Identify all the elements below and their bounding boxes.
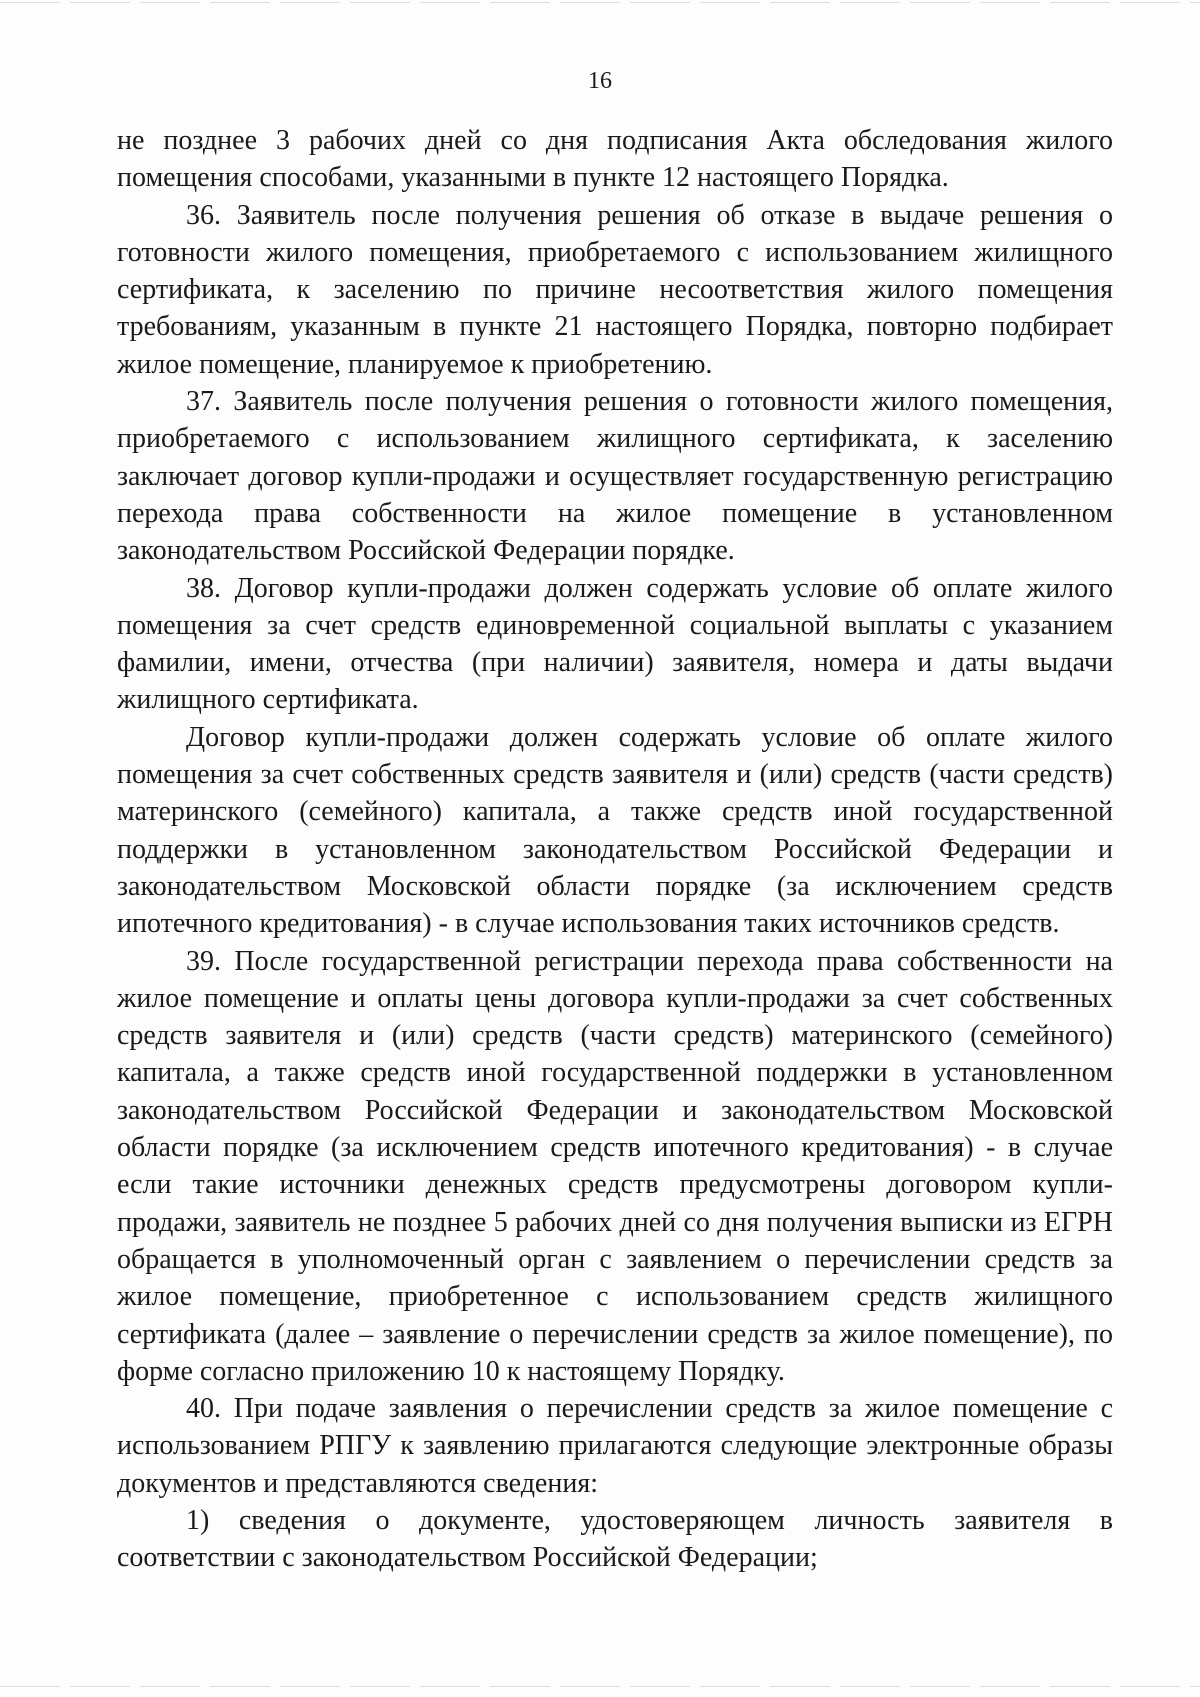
page-number: 16 — [588, 68, 612, 94]
paragraph-39: 39. После государственной регистрации перехода права собственности на жилое помещение и оплаты цены договора купли-продажи за счет собственных средств заявителя и (или) средств (части средств) материнского (семейного) капитала, а также средств иной государственной поддержки в установленном законодательством Российской Федерации и законодательством Московской области порядке (за исключением средств ипотечного кредитования) - в случае если такие источники денежных средств предусмотрены договором купли-продажи, заявитель не позднее 5 рабочих дней со дня получения выписки из ЕГРН обращается в уполномоченный орган с заявлением о перечислении средств за жилое помещение, приобретенное с использованием средств жилищного сертификата (далее – заявление о перечислении средств за жилое помещение), по форме согласно приложению 10 к настоящему Порядку. — [117, 945, 1113, 1387]
paragraph-36: 36. Заявитель после получения решения об отказе в выдаче решения о готовности жилого помещения, приобретаемого с использованием жилищного сертификата, к заселению по причине несоответствия жилого помещения требованиям, указанным в пункте 21 настоящего Порядка, повторно подбирает жилое помещение, планируемое к приобретению. — [117, 199, 1113, 380]
paragraph-continuation: не позднее 3 рабочих дней со дня подписания Акта обследования жилого помещения способами, указанными в пункте 12 настоящего Порядка. — [117, 125, 1113, 194]
list-item-1: 1) сведения о документе, удостоверяющем личность заявителя в соответствии с законодательством Российской Федерации; — [117, 1504, 1113, 1574]
paragraph-40: 40. При подаче заявления о перечислении средств за жилое помещение с использованием РПГУ к заявлению прилагаются следующие электронные образы документов и представляются сведения: — [117, 1393, 1113, 1499]
paragraph-38-contract-terms: Договор купли-продажи должен содержать условие об оплате жилого помещения за счет собственных средств заявителя и (или) средств (части средств) материнского (семейного) капитала, а также средств иной государственной поддержки в установленном законодательством Российской Федерации и законодательством Московской области порядке (за исключением средств ипотечного кредитования) - в случае использования таких источников средств. — [117, 721, 1113, 940]
paragraph-37: 37. Заявитель после получения решения о готовности жилого помещения, приобретаемого с использованием жилищного сертификата, к заселению заключает договор купли-продажи и осуществляет государственную регистрацию перехода права собственности на жилое помещение в установленном законодательством Российской Федерации порядке. — [117, 386, 1113, 567]
scan-top-edge — [0, 2, 1200, 3]
scan-bottom-edge — [0, 1686, 1200, 1687]
document-body — [117, 122, 1113, 1577]
paragraph-38: 38. Договор купли-продажи должен содержать условие об оплате жилого помещения за счет средств единовременной социальной выплаты с указанием фамилии, имени, отчества (при наличии) заявителя, номера и даты выдачи жилищного сертификата. — [117, 572, 1113, 716]
